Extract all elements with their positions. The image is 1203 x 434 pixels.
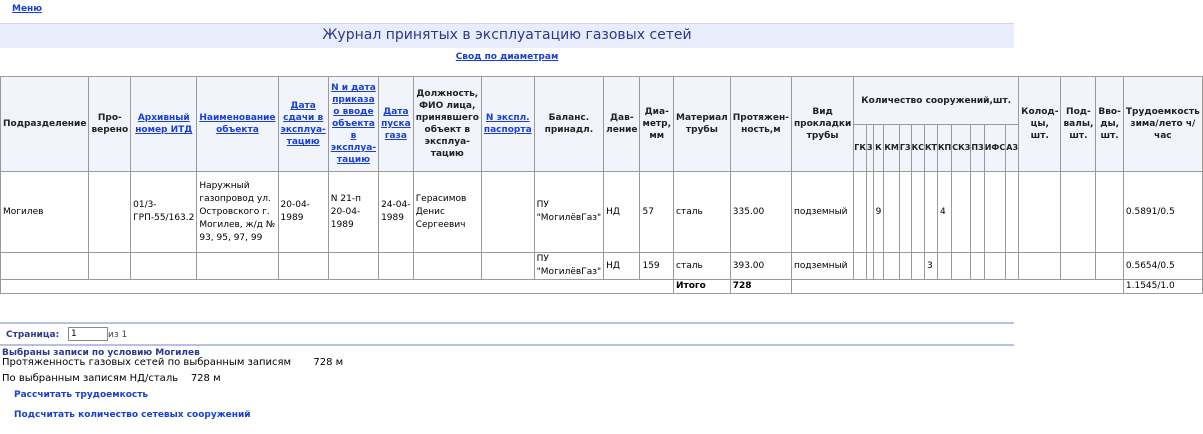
selected-records-info: Выбраны записи по условию Могилев [2, 348, 200, 358]
total-protyazh: 728 [730, 280, 791, 294]
cell-data-puska: 24-04-1989 [379, 172, 414, 253]
cell-data-sdachi [278, 253, 328, 280]
calc-labor-link[interactable]: Рассчитать трудоемкость [14, 390, 149, 400]
col-podvaly: Подвалы, шт. [1061, 77, 1096, 172]
cell-provereno [89, 253, 131, 280]
cell-prikaz [328, 253, 378, 280]
col-protyazh: Протяженность,м [730, 77, 791, 172]
col-dolzhnost: Должность, ФИО лица, принявшего объект в эксплуатацию [413, 77, 481, 172]
cell-trudoemk: 0.5654/0.5 [1123, 253, 1202, 280]
cell-data-sdachi: 20-04-1989 [278, 172, 328, 253]
cell-protyazh: 335.00 [730, 172, 791, 253]
page-title: Журнал принятых в эксплуатацию газовых сетей [322, 27, 692, 43]
sub-km: КМ [884, 125, 900, 172]
col-diametr: Диаметр, мм [640, 77, 674, 172]
cell-material: сталь [674, 253, 731, 280]
cell-podvaly [1061, 253, 1096, 280]
cell-sub [971, 253, 984, 280]
cell-balans: ПУ "МогилёвГаз" [534, 172, 604, 253]
sub-skz: СКЗ [952, 125, 971, 172]
col-vid-prokladki: Вид прокладки трубы [791, 77, 853, 172]
cell-sub [952, 253, 971, 280]
col-prikaz-link[interactable]: N и дата приказа о вводе объекта в эксплуатацию [330, 83, 377, 165]
col-trudoemk: Трудоемкость зима/лето ч/час [1123, 77, 1202, 172]
cell-sub [854, 172, 867, 253]
total-row [1, 280, 1203, 294]
col-vvody: Вводы, шт. [1096, 77, 1124, 172]
cell-sub: 3 [925, 253, 938, 280]
sub-ifs: ИФС [984, 125, 1006, 172]
col-naimenovanie[interactable] [197, 77, 278, 172]
sub-kt: КТ [925, 125, 938, 172]
col-arhiv-link[interactable]: Архивный номер ИТД [135, 113, 193, 135]
cell-vvody [1096, 253, 1124, 280]
cell-sub: 4 [938, 172, 952, 253]
sub-gk: ГК [854, 125, 867, 172]
cell-kolodcy [1019, 172, 1061, 253]
cell-n-pasporta [481, 253, 534, 280]
calc-structures-link[interactable]: Подсчитать количество сетевых сооружений [14, 410, 251, 420]
cell-material: сталь [674, 172, 731, 253]
cell-sub [971, 172, 984, 253]
cell-davlenie: НД [604, 172, 640, 253]
separator [0, 322, 1014, 324]
length-summary: Протяженность газовых сетей по выбранным записям 728 м [2, 357, 344, 368]
col-kolodcy: Колодцы, шт. [1019, 77, 1061, 172]
svod-link-label[interactable]: Свод по диаметрам [455, 52, 559, 62]
sub-kp: КП [938, 125, 952, 172]
cell-arhiv [131, 253, 197, 280]
cell-sub [911, 253, 924, 280]
cell-podrazdelenie [1, 253, 89, 280]
pager-label: Страница: [6, 330, 60, 340]
cell-sub [866, 253, 873, 280]
cell-protyazh: 393.00 [730, 253, 791, 280]
col-balans: Баланс. принадл. [534, 77, 604, 172]
col-data-puska[interactable] [379, 77, 414, 172]
cell-provereno [89, 172, 131, 253]
cell-n-pasporta [481, 172, 534, 253]
cell-sub [911, 172, 924, 253]
cell-arhiv: 01/3-ГРП-55/163.2 [131, 172, 197, 253]
cell-vid-prokladki: подземный [791, 253, 853, 280]
cell-sub [984, 172, 1006, 253]
sub-ks: КС [911, 125, 924, 172]
col-n-pasporta-link[interactable]: N экспл. паспорта [483, 113, 532, 135]
separator [0, 344, 1014, 346]
cell-davlenie: НД [604, 253, 640, 280]
cell-dolzhnost [413, 253, 481, 280]
cell-sub [873, 253, 884, 280]
page-number-input[interactable] [68, 327, 108, 341]
cell-vid-prokladki: подземный [791, 172, 853, 253]
cell-sub [899, 253, 911, 280]
table-row[interactable] [1, 172, 1203, 253]
sub-z: З [866, 125, 873, 172]
col-kol-sooruzh: Количество сооружений,шт. [854, 77, 1019, 125]
cell-prikaz: N 21-п 20-04-1989 [328, 172, 378, 253]
sub-k: К [873, 125, 884, 172]
cell-kolodcy [1019, 253, 1061, 280]
journal-table-wrap [0, 76, 1200, 295]
cell-naimenovanie: Наружный газопровод ул. Островского г. Могилев, ж/д № 93, 95, 97, 99 [197, 172, 278, 253]
total-trudoemk: 1.1545/1.0 [1123, 280, 1202, 294]
cell-vvody [1096, 172, 1124, 253]
svod-link[interactable] [0, 52, 1014, 62]
cell-sub [925, 172, 938, 253]
cell-sub [854, 253, 867, 280]
cell-diametr: 57 [640, 172, 674, 253]
cell-sub [866, 172, 873, 253]
sub-az: АЗ [1006, 125, 1019, 172]
col-material: Материал трубы [674, 77, 731, 172]
cell-sub [984, 253, 1006, 280]
cell-sub [938, 253, 952, 280]
col-data-sdachi[interactable] [278, 77, 328, 172]
col-davlenie: Давление [604, 77, 640, 172]
cell-trudoemk: 0.5891/0.5 [1123, 172, 1202, 253]
journal-table [0, 76, 1203, 294]
col-provereno: Проверено [89, 77, 131, 172]
cell-dolzhnost: Герасимов Денис Сергеевич [413, 172, 481, 253]
cell-sub [884, 172, 900, 253]
cell-podrazdelenie: Могилев [1, 172, 89, 253]
col-n-pasporta[interactable] [481, 77, 534, 172]
col-prikaz[interactable] [328, 77, 378, 172]
cell-podvaly [1061, 172, 1096, 253]
col-arhiv[interactable] [131, 77, 197, 172]
table-row[interactable] [1, 253, 1203, 280]
total-spacer [1, 280, 674, 294]
cell-sub [1006, 253, 1019, 280]
cell-diametr: 159 [640, 253, 674, 280]
col-podrazdelenie: Подразделение [1, 77, 89, 172]
col-data-sdachi-link[interactable]: Дата сдачи в эксплуатацию [280, 101, 326, 147]
total-spacer-2 [791, 280, 1123, 294]
cell-balans: ПУ "МогилёвГаз" [534, 253, 604, 280]
menu-link[interactable]: Меню [12, 4, 43, 14]
cell-naimenovanie [197, 253, 278, 280]
sub-pz: ПЗ [971, 125, 984, 172]
cell-sub [1006, 172, 1019, 253]
sub-gz: ГЗ [899, 125, 911, 172]
cell-sub [884, 253, 900, 280]
page-count: из 1 [108, 330, 128, 340]
cell-sub: 9 [873, 172, 884, 253]
cell-sub [899, 172, 911, 253]
col-naimenovanie-link[interactable]: Наименование объекта [199, 113, 276, 135]
cell-sub [952, 172, 971, 253]
nd-summary: По выбранным записям НД/сталь 728 м [2, 373, 221, 384]
cell-data-puska [379, 253, 414, 280]
col-data-puska-link[interactable]: Дата пуска газа [381, 107, 411, 141]
total-label: Итого [674, 280, 731, 294]
